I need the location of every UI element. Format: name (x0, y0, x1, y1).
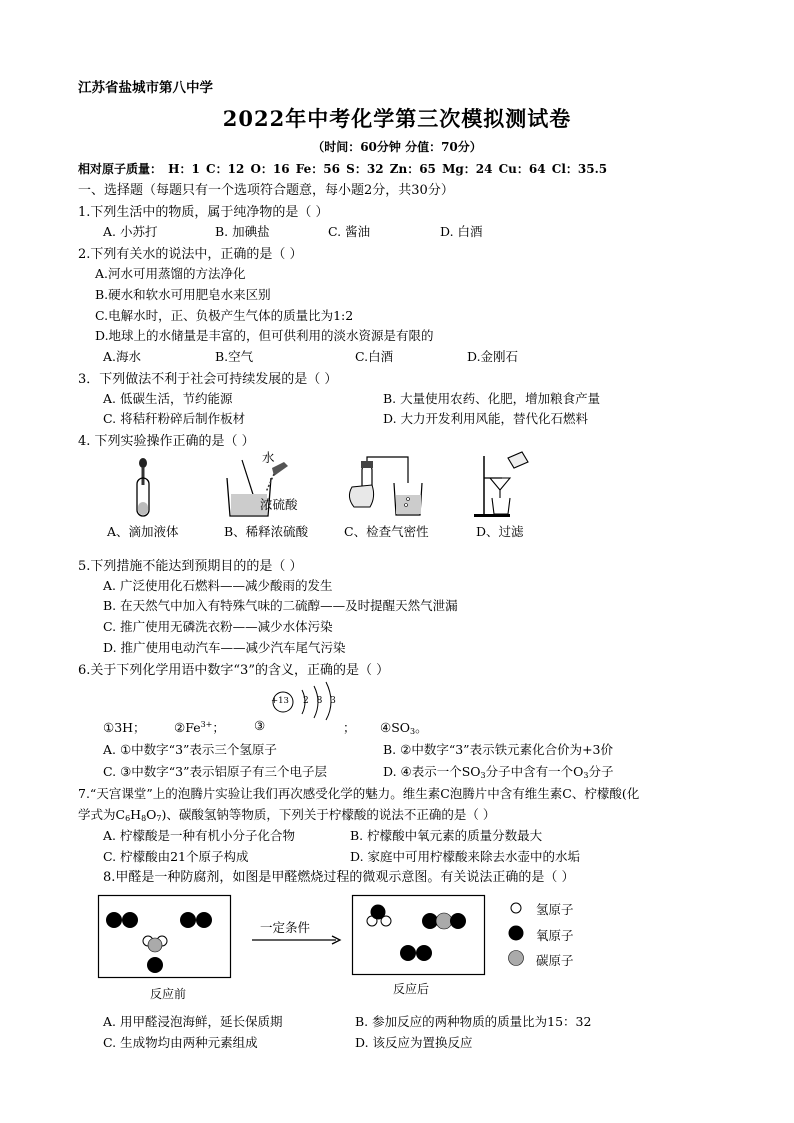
section-heading: 一、选择题（每题只有一个选项符合题意，每小题2分，共30分） (78, 183, 454, 198)
dropper-test-tube-figure (128, 458, 158, 518)
q2-option-c: C.电解水时，正、负极产生气体的质量比为1:2 (95, 308, 354, 323)
q1-option-c: C. 酱油 (328, 224, 371, 239)
q2-extra-c: C.白酒 (355, 349, 394, 364)
school-name: 江苏省盐城市第八中学 (78, 80, 213, 96)
q2-extra-d: D.金刚石 (467, 349, 519, 364)
q8-option-c: C. 生成物均由两种元素组成 (103, 1035, 258, 1050)
legend-hydrogen: 氢原子 (536, 902, 574, 917)
airtightness-figure (344, 455, 424, 517)
atom-legend (508, 900, 524, 970)
after-label: 反应后 (393, 982, 430, 996)
q2-option-d: D.地球上的水储量是丰富的，但可供利用的淡水资源是有限的 (95, 328, 434, 343)
q6-item-4: $④SO_3$。 (380, 720, 428, 736)
before-label: 反应前 (150, 987, 187, 1001)
q3-stem: 3．下列做法不利于社会可持续发展的是（ ） (78, 372, 338, 387)
q3-option-c: C. 将秸秆粉碎后制作板材 (103, 411, 246, 426)
q2-extra-b: B.空气 (215, 349, 254, 364)
q2-option-b: B.硬水和软水可用肥皂水来区别 (95, 287, 271, 302)
q5-option-a: A. 广泛使用化石燃料——减少酸雨的发生 (103, 578, 333, 593)
reaction-arrow (252, 935, 342, 945)
q4-stem: 4. 下列实验操作正确的是（ ） (78, 434, 255, 449)
q7-stem-line2: 学式为$C_6H_8O_7$)、碳酸氢钠等物质，下列关于柠檬酸的说法不正确的是（ ） (78, 807, 496, 823)
legend-oxygen: 氧原子 (536, 928, 574, 943)
legend-carbon: 碳原子 (536, 953, 574, 968)
q8-option-a: A. 用甲醛浸泡海鲜，延长保质期 (103, 1014, 283, 1029)
q6-option-b: B. ②中数字“3”表示铁元素化合价为+3价 (383, 742, 613, 757)
q4-option-d: D、过滤 (476, 524, 524, 539)
q6-item-2: $②Fe^{3+}$； (174, 720, 225, 735)
q6-stem: 6.关于下列化学用语中数字“3”的含义，正确的是（ ） (78, 663, 390, 678)
q8-option-b: B. 参加反应的两种物质的质量比为15：32 (355, 1014, 592, 1029)
exam-meta: （时间：60分钟 分值：70分） (312, 140, 482, 154)
acid-label: 浓硫酸 (260, 497, 298, 512)
reaction-before-box (98, 895, 233, 980)
exam-title: 2022年中考化学第三次模拟测试卷 (222, 106, 572, 131)
q5-option-d: D. 推广使用电动汽车——减少汽车尾气污染 (103, 640, 346, 655)
q7-stem-line1: 7.“天宫课堂”上的泡腾片实验让我们再次感受化学的魅力。维生素C泡腾片中含有维生素C、柠檬酸(化 (78, 786, 640, 801)
electron-shells: 2 8 3 (303, 696, 336, 706)
q2-option-a: A.河水可用蒸馏的方法净化 (95, 266, 246, 281)
atomic-mass-line: 相对原子质量： H：1 C：12 O：16 Fe：56 S：32 Zn：65 Mg：24 Cu：64 Cl：35.5 (78, 162, 608, 176)
water-label: 水 (262, 450, 275, 465)
filtration-figure (470, 452, 530, 518)
q7-option-c: C. 柠檬酸由21个原子构成 (103, 849, 249, 864)
q7-option-b: B. 柠檬酸中氧元素的质量分数最大 (350, 828, 543, 843)
q7-option-a: A. 柠檬酸是一种有机小分子化合物 (103, 828, 295, 843)
condition-label: 一定条件 (260, 920, 311, 935)
q1-option-d: D. 白酒 (440, 224, 483, 239)
q1-stem: 1.下列生活中的物质，属于纯净物的是（ ） (78, 205, 329, 220)
q2-extra-a: A.海水 (103, 349, 142, 364)
q7-option-d: D. 家庭中可用柠檬酸来除去水壶中的水垢 (350, 849, 581, 864)
q5-stem: 5.下列措施不能达到预期目的的是（ ） (78, 559, 303, 574)
q4-option-a: A、滴加液体 (107, 524, 179, 539)
q8-stem: 8.甲醛是一种防腐剂，如图是甲醛燃烧过程的微观示意图。有关说法正确的是（ ） (103, 870, 575, 885)
q3-option-b: B. 大量使用农药、化肥，增加粮食产量 (383, 391, 601, 406)
q6-option-d: D. ④表示一个$SO_3$分子中含有一个$O_3$分子 (383, 764, 614, 780)
nucleus-charge: +13 (271, 696, 289, 706)
q3-option-d: D. 大力开发利用风能，替代化石燃料 (383, 411, 589, 426)
q6-item-3-end: ； (343, 720, 356, 735)
q6-option-c: C. ③中数字“3”表示铝原子有三个电子层 (103, 764, 328, 779)
q3-option-a: A. 低碳生活，节约能源 (103, 391, 233, 406)
reaction-after-box (352, 895, 487, 977)
q6-item-1: ①3H； (103, 720, 146, 735)
q6-option-a: A. ①中数字“3”表示三个氢原子 (103, 742, 277, 757)
q5-option-c: C. 推广使用无磷洗衣粉——减少水体污染 (103, 619, 333, 634)
q4-option-c: C、检查气密性 (344, 524, 429, 539)
q1-option-b: B. 加碘盐 (215, 224, 270, 239)
q5-option-b: B. 在天然气中加入有特殊气味的二硫醇——及时提醒天然气泄漏 (103, 598, 458, 613)
q1-option-a: A. 小苏打 (103, 224, 158, 239)
q4-option-b: B、稀释浓硫酸 (224, 524, 309, 539)
q6-item-3: ③ (254, 718, 266, 733)
q8-option-d: D. 该反应为置换反应 (355, 1035, 473, 1050)
q2-stem: 2.下列有关水的说法中，正确的是（ ） (78, 247, 303, 262)
